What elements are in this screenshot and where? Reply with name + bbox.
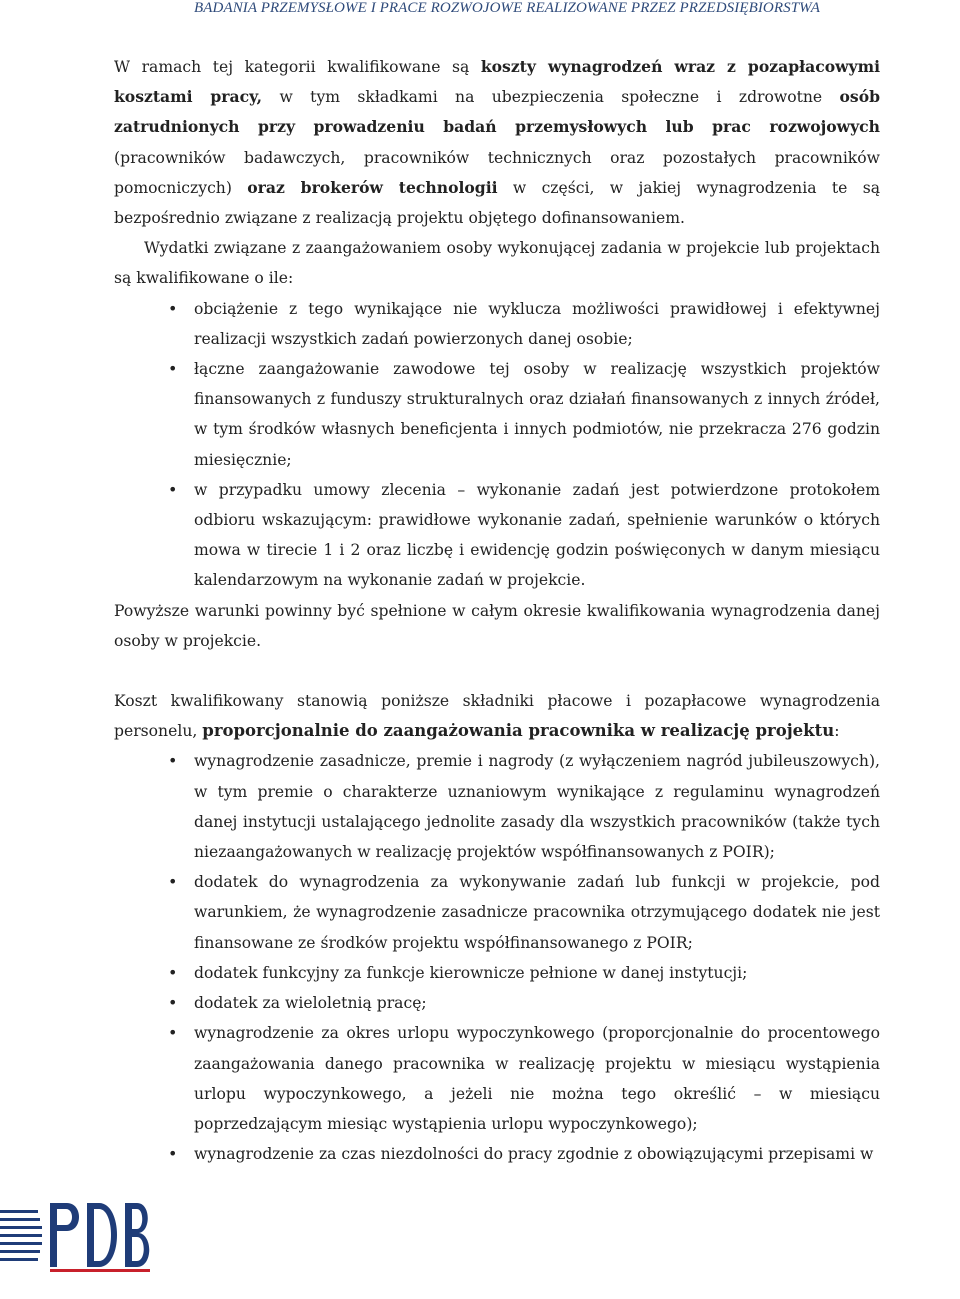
- text-run: w tym składkami na ubezpieczenia społeczne i zdrowotne: [262, 88, 840, 107]
- logo-stripes-icon: [0, 1180, 45, 1290]
- list-item: • obciążenie z tego wynikające nie wyklucza możliwości prawidłowej i efektywnej realizacji wszystkich zadań powierzonych danej osobie;: [114, 294, 880, 354]
- text-run: w części, w jakiej wynagrodzenia te są bezpośrednio związane z realizacją projektu objętego dofinansowaniem.: [114, 178, 880, 228]
- paragraph-components: [114, 686, 880, 746]
- list-item: • wynagrodzenie za okres urlopu wypoczynkowego (proporcjonalnie do procentowego zaangażowania danego pracownika w realizację projektu w miesiącu wystąpienia urlopu wypoczynkowego, a jeżeli nie można tego określić – w miesiącu poprzedzającym miesiąc wystąpienia urlopu wypoczynkowego);: [114, 1018, 880, 1139]
- list-item: • wynagrodzenie zasadnicze, premie i nagrody (z wyłączeniem nagród jubileuszowych), w tym premie o charakterze uznaniowym wynikające z regulaminu wynagrodzeń danej instytucji ustalającego jednolite zasady dla wszystkich pracowników (także tych niezaangażowanych w realizację projektów współfinansowanych z POIR);: [114, 746, 880, 867]
- list-item: • w przypadku umowy zlecenia – wykonanie zadań jest potwierdzone protokołem odbioru wskazującym: prawidłowe wykonanie zadań, spełnienie warunków o których mowa w tirecie 1 i 2 oraz liczbę i ewidencję godzin poświęconych w danym miesiącu kalendarzowym na wykonanie zadań w projekcie.: [114, 475, 880, 596]
- list-item: • dodatek do wynagrodzenia za wykonywanie zadań lub funkcji w projekcie, pod warunkiem, że wynagrodzenie zasadnicze pracownika otrzymującego dodatek nie jest finansowane ze środków projektu współfinansowanego z POIR;: [114, 867, 880, 958]
- bold-run: koszty wynagrodzeń wraz z pozapłacowymi kosztami pracy,: [114, 57, 881, 107]
- text-run: Koszt kwalifikowany stanowią poniższe składniki płacowe i pozapłacowe wynagrodzenia personelu,: [114, 692, 880, 741]
- bold-run: osób zatrudnionych przy prowadzeniu badań przemysłowych lub prac rozwojowych: [114, 87, 880, 137]
- bold-run: oraz brokerów technologii: [247, 177, 498, 197]
- paragraph-period: Powyższe warunki powinny być spełnione w całym okresie kwalifikowania wynagrodzenia danej osoby w projekcie.: [114, 601, 880, 650]
- header-title: BADANIA PRZEMYSŁOWE I PRACE ROZWOJOWE REALIZOWANE PRZEZ PRZEDSIĘBIORSTWA: [193, 0, 820, 16]
- pdb-logo-icon: [45, 1195, 155, 1275]
- page-header: [0, 0, 960, 18]
- list-item: • dodatek za wieloletnią pracę;: [114, 988, 880, 1018]
- list-item: • dodatek funkcyjny za funkcje kierownicze pełnione w danej instytucji;: [114, 958, 880, 988]
- paragraph-intro: [114, 52, 880, 233]
- text-run: (pracowników badawczych, pracowników technicznych oraz pozostałych pracowników pomocniczych): [114, 148, 880, 197]
- bold-run: proporcjonalnie do zaangażowania pracownika w realizację projektu: [202, 721, 835, 741]
- text-run: :: [834, 722, 840, 741]
- text-run: W ramach tej kategorii kwalifikowane są: [114, 58, 481, 76]
- document-body: [114, 52, 880, 1169]
- list-item: • wynagrodzenie za czas niezdolności do pracy zgodnie z obowiązującymi przepisami w: [114, 1139, 880, 1169]
- conditions-list: [114, 294, 880, 596]
- list-item: • łączne zaangażowanie zawodowe tej osoby w realizację wszystkich projektów finansowanych z funduszy strukturalnych oraz działań finansowanych z innych źródeł, w tym środków własnych beneficjenta i innych podmiotów, nie przekracza 276 godzin miesięcznie;: [114, 354, 880, 475]
- spacer: [114, 656, 880, 686]
- components-list: [114, 746, 880, 1169]
- paragraph-conditions: Wydatki związane z zaangażowaniem osoby wykonującej zadania w projekcie lub projektach są kwalifikowane o ile:: [114, 239, 880, 288]
